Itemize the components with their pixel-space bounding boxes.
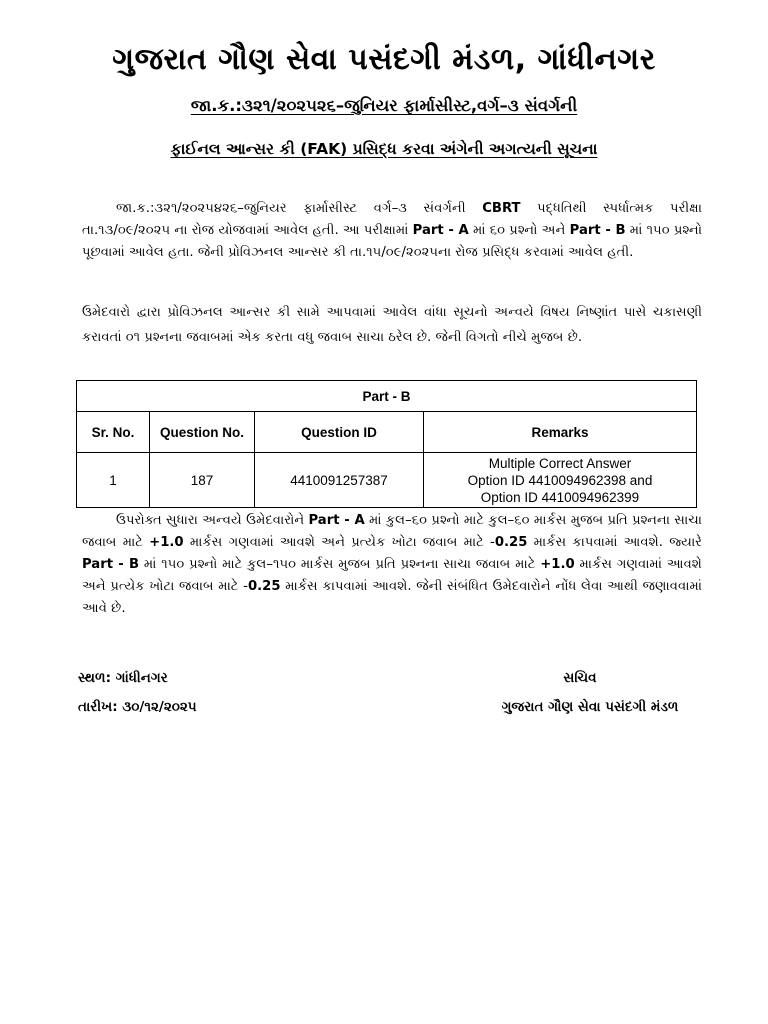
place-date-block — [78, 664, 197, 722]
header-question-no: Question No. — [150, 412, 255, 453]
header-sr-no: Sr. No. — [77, 412, 150, 453]
intro-bold-part-a: Part - A — [412, 223, 469, 238]
table-header-row — [77, 412, 697, 453]
marking-text-6: માર્કસ ગણવામાં આવશે અને પ્રત્યેક ખોટા જવાબ માટે - — [82, 557, 702, 594]
notice-heading — [0, 140, 768, 159]
table-part-label: Part - B — [77, 381, 697, 412]
intro-paragraph — [82, 198, 702, 264]
intro-text-3: માં ૬૦ પ્રશ્નો અને — [468, 223, 570, 238]
marking-bold-plus-one-a: +1.0 — [149, 535, 184, 550]
remarks-line-3: Option ID 4410094962399 — [480, 489, 640, 505]
cell-question-id: 4410091257387 — [255, 453, 424, 508]
remarks-line-1: Multiple Correct Answer — [488, 455, 632, 471]
notice-heading-text: ફાઈનલ આન્સર કી (FAK) પ્રસિદ્ધ કરવા અંગેની અગત્યની સૂચના — [170, 140, 598, 158]
intro-text-4: માં ૧૫૦ પ્રશ્નો પૂછવામાં આવેલ હતા. જેની પ્રોવિઝનલ આન્સર કી તા.૧૫/૦૯/૨૦૨૫ના રોજ પ્રસિદ્ધ કરવામાં આવેલ હતી. — [82, 223, 702, 260]
marking-text-4: માર્કસ કાપવામાં આવશે. જ્યારે — [527, 535, 702, 550]
signatory-block — [430, 664, 730, 722]
place-label: સ્થળ: ગાંધીનગર — [78, 670, 168, 686]
marking-text-3: માર્કસ ગણવામાં આવશે અને પ્રત્યેક ખોટા જવાબ માટે - — [183, 535, 495, 550]
marking-bold-negative-a: 0.25 — [494, 535, 528, 550]
marking-paragraph — [82, 510, 702, 620]
intro-bold-cbrt: CBRT — [482, 201, 521, 216]
marking-bold-part-a: Part - A — [308, 513, 365, 528]
date-label: તારીખ: ૩૦/૧૨/૨૦૨૫ — [78, 699, 197, 715]
objection-text: ઉમેદવારો દ્વારા પ્રોવિઝનલ આન્સર કી સામે આપવામાં આવેલ વાંધા સૂચનો અન્વયે વિષય નિષ્ણાંત પાસે ચકાસણી કરાવતાં ૦૧ પ્રશ્નના જવાબમાં એક કરતા વધુ જવાબ સાચા ઠરેલ છે. જેની વિગતો નીચે મુજબ છે. — [82, 305, 702, 345]
intro-text-2: પદ્ધતિથી સ્પર્ધાત્મક પરીક્ષા તા.૧૩/૦૯/૨૦૨૫ ના રોજ યોજવામાં આવેલ હતી. આ પરીક્ષામાં — [82, 201, 702, 238]
header-remarks: Remarks — [424, 412, 697, 453]
remarks-line-2: Option ID 4410094962398 and — [467, 472, 653, 488]
page-title: ગુજરાત ગૌણ સેવા પસંદગી મંડળ, ગાંધીનગર — [112, 42, 656, 77]
organisation-label: ગુજરાત ગૌણ સેવા પસંદગી મંડળ — [501, 699, 679, 715]
advertisement-number: જા.ક.:૩૨૧/૨૦૨૫૨૬–જુનિયર ફાર્માસીસ્ટ,વર્ગ–૩ સંવર્ગની — [190, 96, 578, 115]
intro-bold-part-b: Part - B — [569, 223, 626, 238]
marking-bold-part-b: Part - B — [82, 557, 140, 572]
marking-text-5: માં ૧૫૦ પ્રશ્નો માટે કુલ–૧૫૦ માર્કસ મુજબ પ્રતિ પ્રશ્નના સાચા જવાબ માટે — [139, 557, 541, 572]
cell-remarks — [424, 453, 697, 508]
advertisement-subtitle — [0, 96, 768, 116]
marking-text-1: ઉપરોક્ત સુધારા અન્વયે ઉમેદવારોને — [116, 513, 309, 528]
objection-paragraph — [82, 300, 702, 350]
marking-text-7: માર્કસ કાપવામાં આવશે. જેની સંબંધિત ઉમેદવારોને નોંધ લેવા આથી જણાવવામાં આવે છે. — [82, 579, 702, 616]
header-question-id: Question ID — [255, 412, 424, 453]
cell-question-no: 187 — [150, 453, 255, 508]
table-part-row — [77, 381, 697, 412]
answer-change-table — [76, 380, 697, 508]
marking-text-2: માં કુલ–૬૦ પ્રશ્નો માટે કુલ–૬૦ માર્કસ મુજબ પ્રતિ પ્રશ્નના સાચા જવાબ માટે — [82, 513, 702, 550]
designation-label: સચિવ — [563, 670, 597, 686]
table-row — [77, 453, 697, 508]
intro-text-1: જા.ક.:૩૨૧/૨૦૨૫૪૨૬–જુનિયર ફાર્માસીસ્ટ વર્ગ–૩ સંવર્ગની — [116, 201, 483, 216]
cell-sr-no: 1 — [77, 453, 150, 508]
marking-bold-plus-one-b: +1.0 — [540, 557, 575, 572]
marking-bold-negative-b: 0.25 — [247, 579, 281, 594]
